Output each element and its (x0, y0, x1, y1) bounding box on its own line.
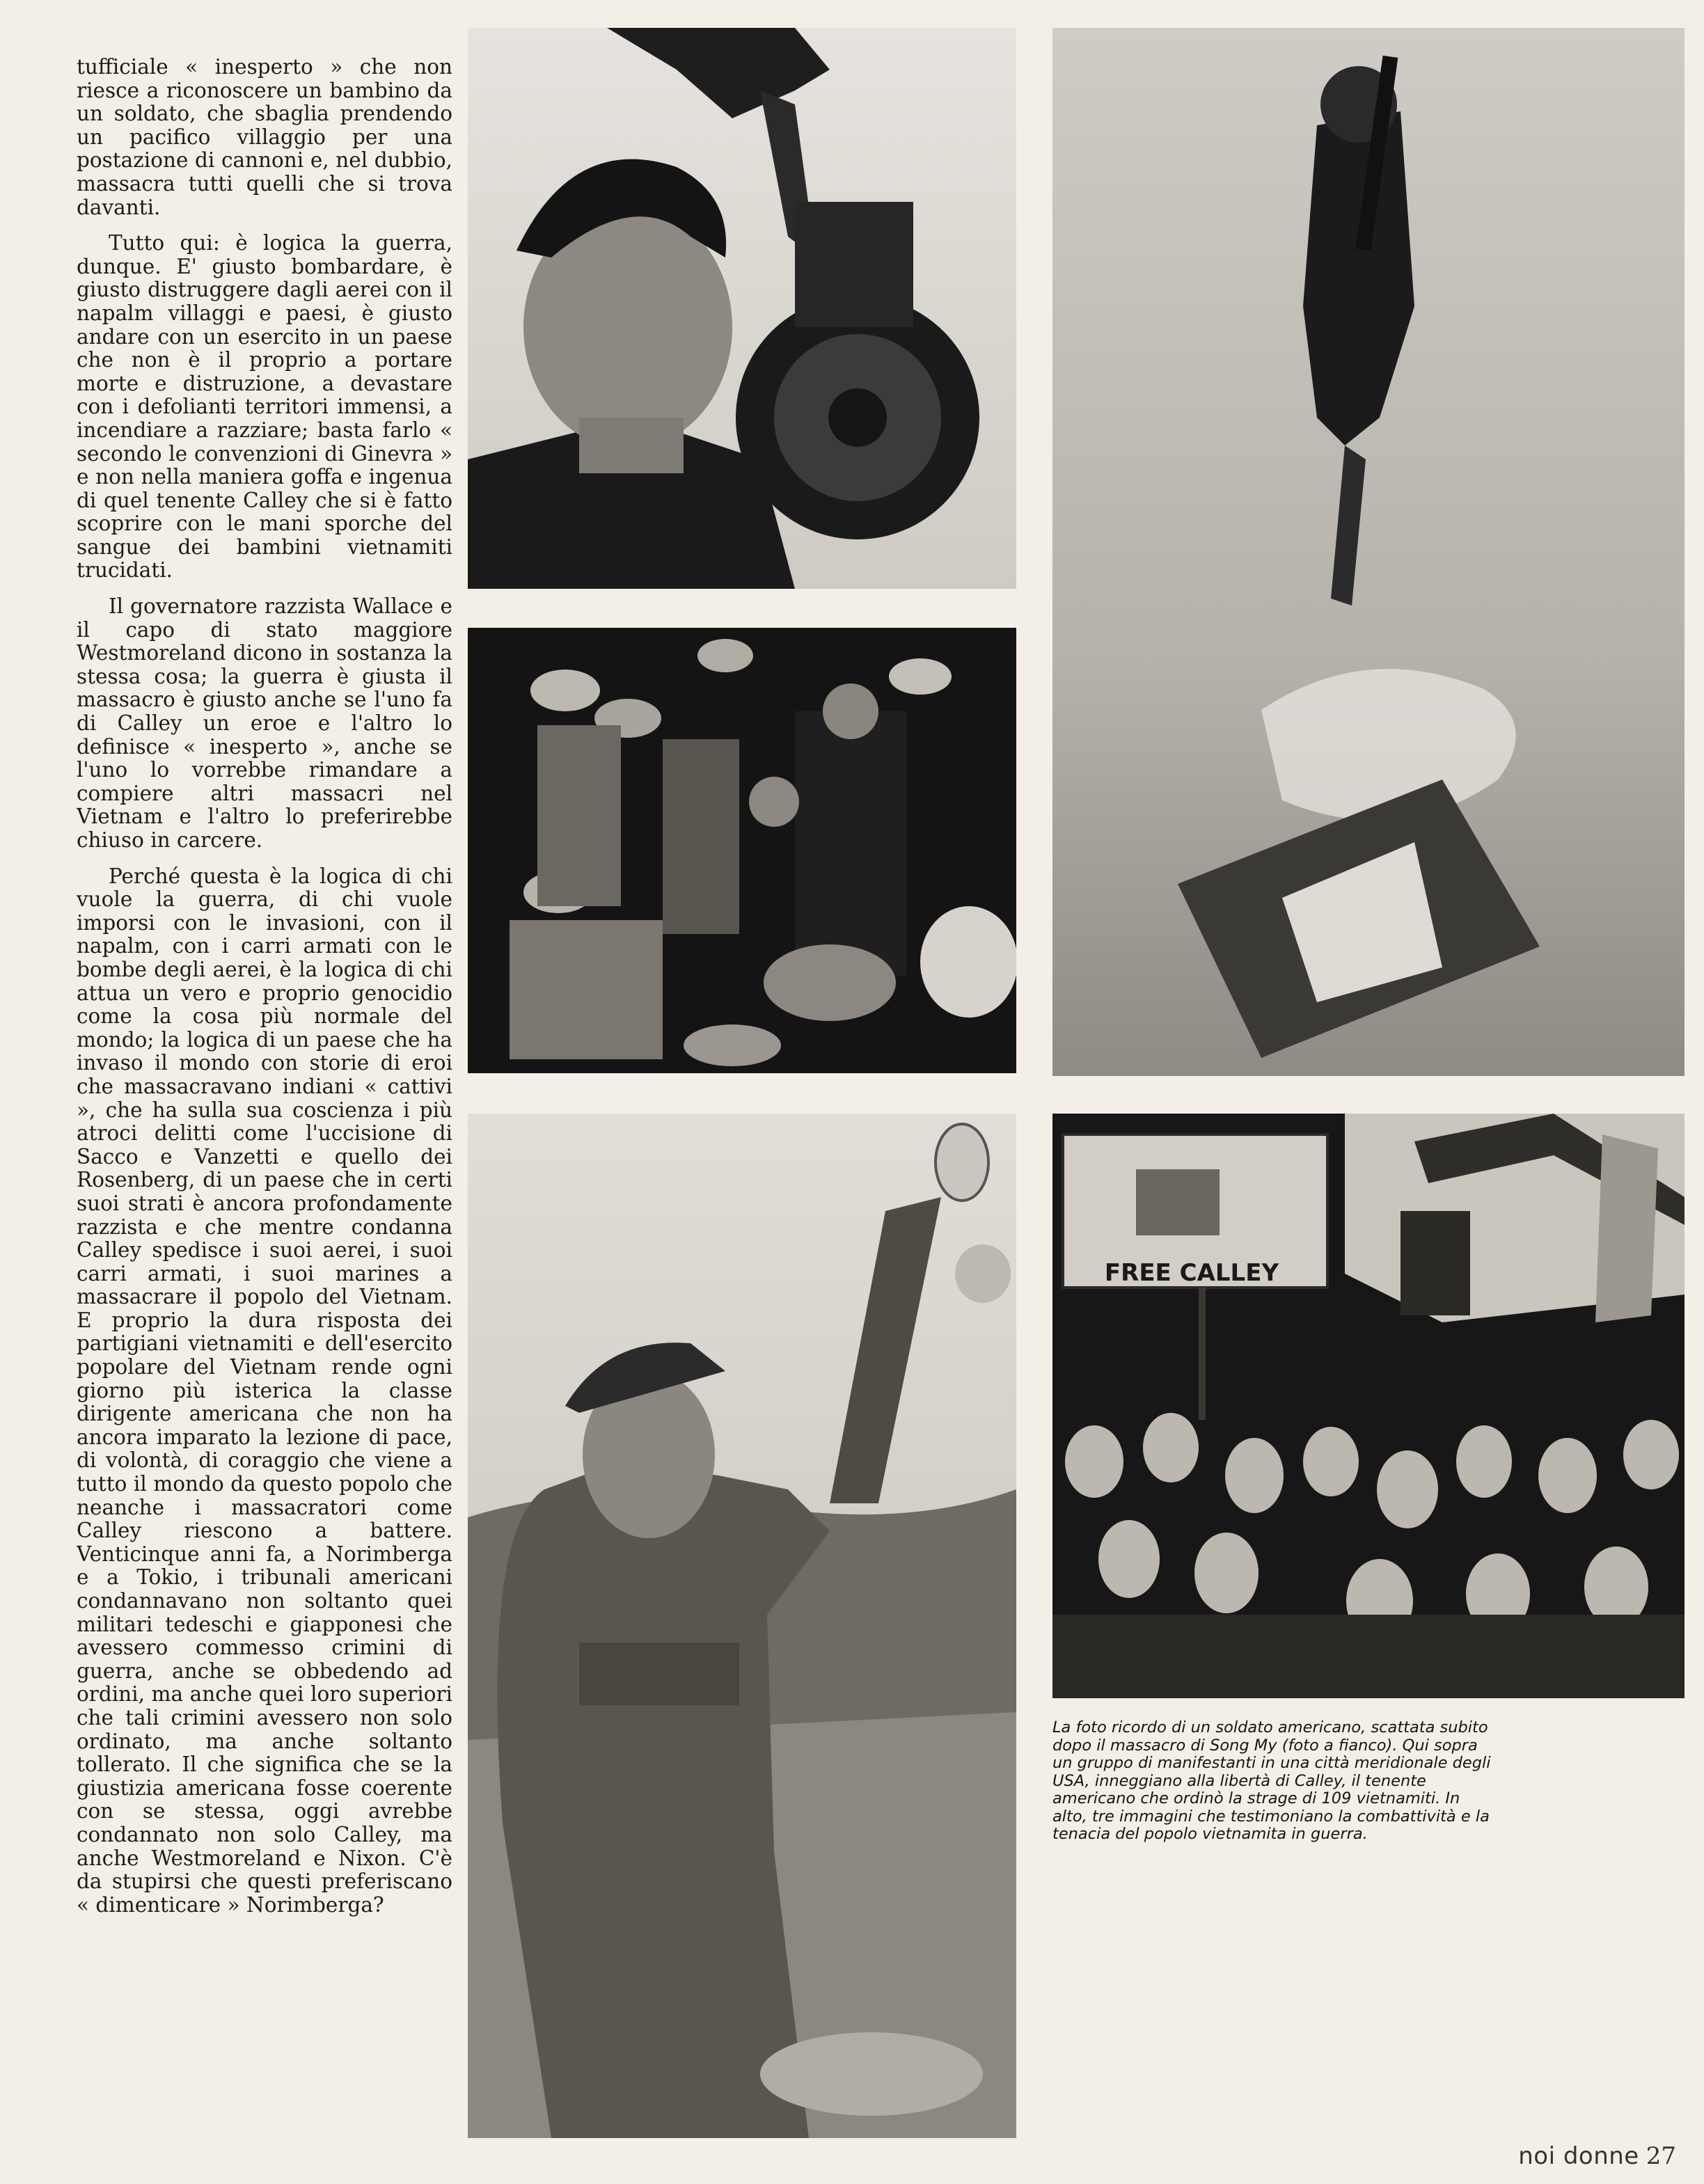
article-paragraph-1: tufficiale « inesperto » che non riesce a riconoscere un bambino da un soldato, che sbaglia prendendo un pacifico villaggio per una postazione di cannoni e, nel dubbio, massacra tutti quelli che si trova davanti. (77, 56, 452, 219)
article-paragraph-4: Perché questa è la logica di chi vuole la guerra, di chi vuole imporsi con le invasioni, con il napalm, con i carri armati con le bombe degli aerei, è la logica di chi attua un vero e proprio genocidio come la cosa più normale del mondo; la logica di un paese che ha invaso il mondo con storie di eroi che massacravano indiani « cattivi », che ha sulla sua coscienza i più atroci delitti come l'uccisione di Sacco e Vanzetti e quello dei Rosenberg, di un paese che in certi suoi strati è ancora profondamente razzista e che mentre condanna Calley spedisce i suoi aerei, i suoi carri armati, i suoi marines a massacrare il popolo del Vietnam. E proprio la dura risposta dei partigiani vietnamiti e dell'esercito popolare del Vietnam rende ogni giorno più isterica la classe dirigente americana che non ha ancora imparato la lezione di pace, di volontà, di coraggio che viene a tutto il mondo da questo popolo che neanche i massacratori come Calley riescono a battere. Venticinque anni fa, a Norimberga e a Tokio, i tribunali americani condannavano non soltanto quei militari tedeschi e giapponesi che avessero commesso crimini di guerra, anche se obbedendo ad ordini, ma anche quei loro superiori che tali crimini avessero non solo ordinato, ma anche soltanto tollerato. Il che significa che se la giustizia americana fosse coerente con se stessa, oggi avrebbe condannato non solo Calley, ma anche Westmoreland e Nixon. C'è da stupirsi che questi preferiscano « dimenticare » Norimberga? (77, 864, 452, 1917)
article-paragraph-2: Tutto qui: è logica la guerra, dunque. E' giusto bombardare, è giusto distruggere dagli aerei con il napalm villaggi e paesi, è giusto andare con un esercito in un paese che non è il proprio a portare morte e distruzione, a devastare con i defolianti territori immensi, a incendiare a razziare; basta farlo « secondo le convenzioni di Ginevra » e non nella maniera goffa e ingenua di quel tenente Calley che si è fatto scoprire con le mani sporche del sangue dei bambini vietnamiti trucidati. (77, 231, 452, 583)
photo-american-soldier (468, 1114, 1016, 2138)
photo-demonstrators (1052, 1114, 1685, 1698)
photo-woman-gunner (468, 28, 1016, 589)
article-text-column (77, 56, 452, 2137)
article-paragraph-3: Il governatore razzista Wallace e il capo di stato maggiore Westmoreland dicono in sostanza la stessa cosa; la guerra è giusta il massacro è giusto anche se l'uno fa di Calley un eroe e l'altro lo definisce « inesperto », anche se l'uno lo vorrebbe rimandare a compiere altri massacri nel Vietnam e l'altro lo preferirebbe chiuso in carcere. (77, 594, 452, 852)
page-number: 27 (1646, 2142, 1676, 2170)
sign-text: FREE CALLEY (1104, 1259, 1279, 1287)
photo-woman-in-water (1052, 28, 1685, 1076)
page-footer (1518, 2142, 1676, 2170)
photo-soldiers-eating (468, 628, 1016, 1073)
publication-name: noi donne (1518, 2142, 1639, 2170)
photo-caption: La foto ricordo di un soldato americano, scattata subito dopo il massacro di Song My (foto a fianco). Qui sopra un gruppo di manifestanti in una città meridionale degli USA, inneggiano alla libertà di Calley, il tenente americano che ordinò la strage di 109 vietnamiti. In alto, tre immagini che testimoniano la combattività e la tenacia del popolo vietnamita in guerra. (1052, 1718, 1491, 1843)
